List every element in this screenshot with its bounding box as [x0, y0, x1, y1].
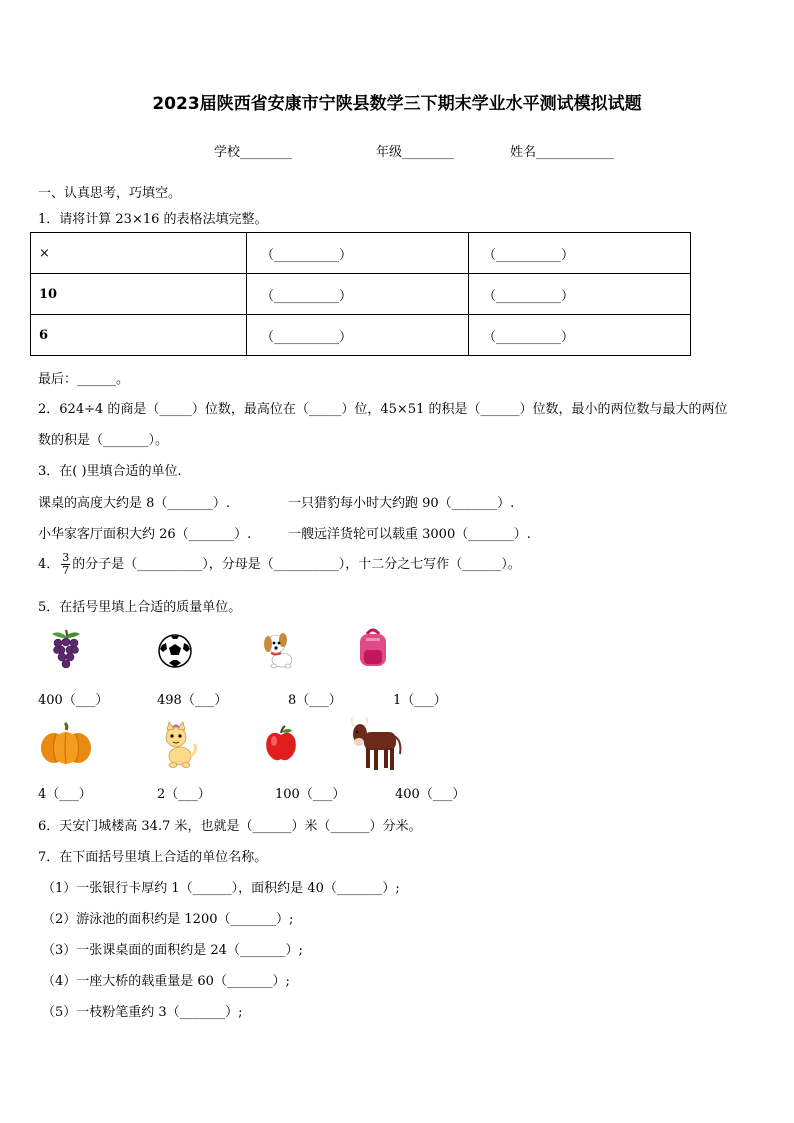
cow-icon	[350, 714, 404, 774]
question-7-item: （2）游泳池的面积约是 1200（_______）;	[42, 912, 294, 927]
table-cell: （__________）	[469, 274, 691, 315]
weight-item: 1（___）	[393, 693, 447, 708]
question-3c: 小华家客厅面积大约 26（_______）.	[38, 527, 252, 542]
question-4	[38, 552, 521, 577]
cat-icon	[160, 720, 200, 770]
table-cell: （__________）	[247, 315, 469, 356]
apple-icon	[264, 725, 298, 763]
weight-item: 2（___）	[157, 787, 211, 802]
weight-item: 400（___）	[395, 787, 466, 802]
question-2-line1: 2．624÷4 的商是（_____）位数，最高位在（_____）位，45×51 的积是（______）位数，最小的两位数与最大的两位	[38, 402, 728, 417]
grapes-icon	[48, 628, 84, 674]
question-3b: 一只猎豹每小时大约跑 90（_______）.	[288, 496, 515, 511]
table-cell: 6	[31, 315, 247, 356]
multiplication-table	[30, 232, 691, 356]
fraction	[61, 552, 70, 577]
question-5: 5．在括号里填上合适的质量单位。	[38, 600, 242, 615]
question-3d: 一艘远洋货轮可以载重 3000（_______）.	[288, 527, 531, 542]
weight-item: 100（___）	[275, 787, 346, 802]
puppy-icon	[262, 630, 300, 670]
weight-item: 8（___）	[288, 693, 342, 708]
question-2-line2: 数的积是（_______）。	[38, 433, 169, 448]
question-7-item: （1）一张银行卡厚约 1（______），面积约是 40（_______）;	[42, 881, 400, 896]
question-4-prefix: 4．	[38, 557, 60, 572]
table-cell: 10	[31, 274, 247, 315]
table-cell: （__________）	[247, 274, 469, 315]
fraction-denominator: 7	[62, 564, 70, 577]
question-3a: 课桌的高度大约是 8（_______）.	[38, 496, 231, 511]
weight-item: 400（___）	[38, 693, 109, 708]
fraction-numerator: 3	[62, 551, 70, 564]
section-heading: 一、认真思考，巧填空。	[38, 186, 182, 201]
question-1: 1．请将计算 23×16 的表格法填完整。	[38, 212, 268, 227]
table-row	[31, 315, 691, 356]
page-title: 2023届陕西省安康市宁陕县数学三下期末学业水平测试模拟试题	[152, 94, 642, 114]
table-cell: （__________）	[469, 233, 691, 274]
question-7-item: （4）一座大桥的载重量是 60（_______）;	[42, 974, 290, 989]
question-7: 7．在下面括号里填上合适的单位名称。	[38, 850, 268, 865]
question-7-item: （3）一张课桌面的面积约是 24（_______）;	[42, 943, 303, 958]
table-row	[31, 233, 691, 274]
soccer-ball-icon	[157, 633, 193, 669]
question-6: 6．天安门城楼高 34.7 米，也就是（______）米（______）分米。	[38, 819, 422, 834]
grade-field: 年级________	[376, 145, 455, 160]
question-3: 3．在( )里填合适的单位.	[38, 464, 182, 479]
question-7-item: （5）一枝粉笔重约 3（_______）;	[42, 1005, 243, 1020]
table-row	[31, 274, 691, 315]
school-field: 学校________	[214, 145, 293, 160]
table-cell: （__________）	[247, 233, 469, 274]
question-4-text: 的分子是（__________），分母是（__________），十二分之七写作（______）。	[72, 557, 521, 572]
table-cell: ×	[31, 233, 247, 274]
table-cell: （__________）	[469, 315, 691, 356]
backpack-icon	[354, 626, 392, 670]
weight-item: 498（___）	[157, 693, 228, 708]
name-field: 姓名____________	[510, 145, 615, 160]
final-answer: 最后：______。	[38, 372, 130, 387]
pumpkin-icon	[38, 720, 94, 766]
weight-item: 4（___）	[38, 787, 92, 802]
